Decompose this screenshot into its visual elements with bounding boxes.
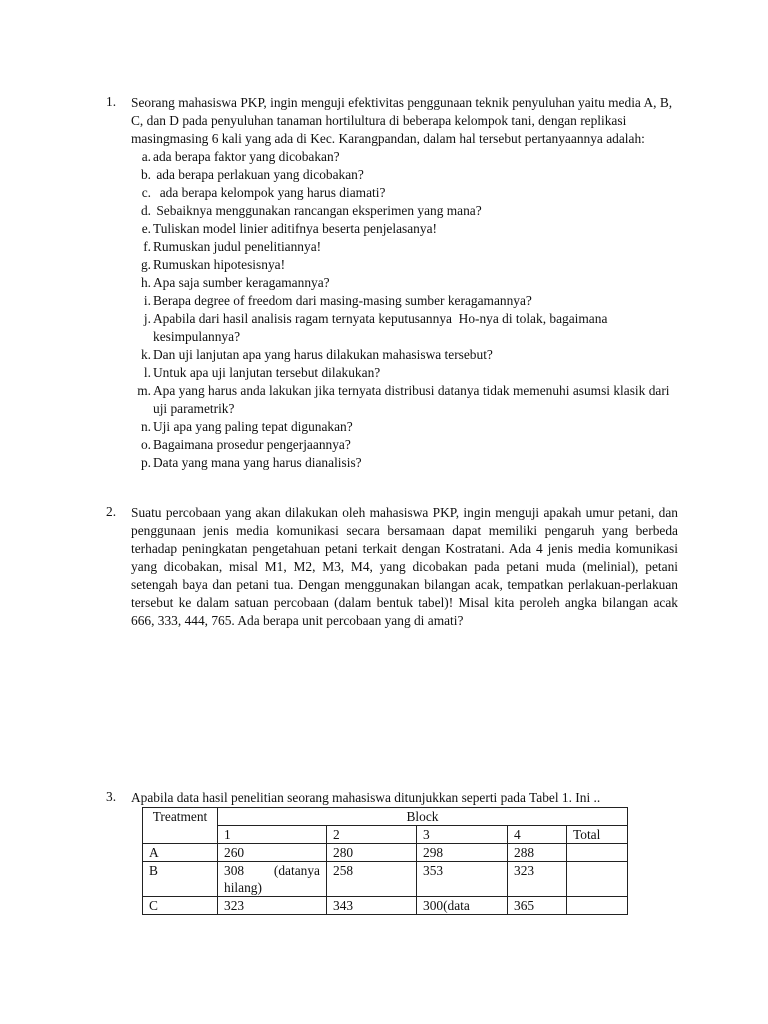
question-1-item: [131, 166, 678, 184]
table-col-3: 3: [417, 826, 508, 844]
item-label: m.: [137, 383, 151, 398]
item-label: a.: [141, 149, 151, 164]
table-cell: 343: [327, 897, 417, 915]
item-text: Apa yang harus anda lakukan jika ternyata distribusi datanya tidak memenuhi asumsi klasik dari uji parametrik?: [153, 383, 673, 416]
question-3: [106, 789, 678, 807]
item-label: k.: [140, 347, 151, 362]
item-label: o.: [140, 437, 151, 452]
table-col-4: 4: [508, 826, 567, 844]
question-1-item: [131, 220, 678, 238]
question-1-item: [131, 382, 678, 418]
item-label: b.: [140, 167, 151, 182]
item-text: Dan uji lanjutan apa yang harus dilakukan mahasiswa tersebut?: [153, 347, 493, 362]
item-text: Bagaimana prosedur pengerjaannya?: [153, 437, 351, 452]
table-cell: 258: [327, 862, 417, 897]
item-text: Sebaiknya menggunakan rancangan eksperimen yang mana?: [153, 203, 482, 218]
table-header-treatment: Treatment: [143, 808, 218, 844]
item-label: d.: [140, 203, 151, 218]
question-1-item: [131, 148, 678, 166]
item-text: ada berapa kelompok yang harus diamati?: [153, 185, 386, 200]
item-label: n.: [140, 419, 151, 434]
item-text: Apabila dari hasil analisis ragam ternyata keputusannya Ho-nya di tolak, bagaimana kesimpulannya?: [153, 311, 611, 344]
table-cell: 300(data: [417, 897, 508, 915]
table-row: [143, 897, 628, 915]
question-1-item: [131, 292, 678, 310]
table-cell: 298: [417, 844, 508, 862]
table-col-2: 2: [327, 826, 417, 844]
question-1-item: [131, 364, 678, 382]
table-cell-treatment: B: [143, 862, 218, 897]
question-1-item: [131, 418, 678, 436]
table-cell: 323: [508, 862, 567, 897]
table-row: [143, 862, 628, 897]
item-text: Berapa degree of freedom dari masing-masing sumber keragamannya?: [153, 293, 532, 308]
question-2-text: Suatu percobaan yang akan dilakukan oleh mahasiswa PKP, ingin menguji apakah umur petani, dan penggunaan jenis media komunikasi secara bersamaan dapat memiliki pengaruh yang berbeda terhadap peningkatan pengetahuan petani terkait dengan Kostratani. Ada 4 jenis media komunikasi yang dicobakan, misal M1, M2, M3, M4, yang dicobakan pada petani muda (melinial), petani setengah baya dan petani tua. Dengan menggunakan bilangan acak, tempatkan perlakuan-perlakuan tersebut ke dalam satuan percobaan (dalam bentuk tabel)! Misal kita peroleh angka bilangan acak 666, 333, 444, 765. Ada berapa unit percobaan yang di amati?: [131, 505, 678, 628]
item-text: Apa saja sumber keragamannya?: [153, 275, 330, 290]
table-cell: 353: [417, 862, 508, 897]
question-1-item: [131, 184, 678, 202]
question-number: 3.: [106, 789, 117, 804]
question-1-item: [131, 202, 678, 220]
table-cell: [567, 897, 628, 915]
question-1-item: [131, 310, 678, 346]
table-cell: 365: [508, 897, 567, 915]
question-1: [106, 94, 678, 472]
item-text: Data yang mana yang harus dianalisis?: [153, 455, 362, 470]
table-cell: 280: [327, 844, 417, 862]
table-cell: 260: [218, 844, 327, 862]
data-table: [142, 807, 628, 915]
item-label: j.: [143, 311, 151, 326]
question-1-intro: Seorang mahasiswa PKP, ingin menguji efektivitas penggunaan teknik penyuluhan yaitu media A, B, C, dan D pada penyuluhan tanaman hortilultura di beberapa kelompok tani, dengan replikasi masingmasing 6 kali yang ada di Kec. Karangpandan, dalam hal tersebut pertanyaannya adalah:: [131, 95, 673, 146]
item-text: ada berapa perlakuan yang dicobakan?: [153, 167, 364, 182]
item-text: Untuk apa uji lanjutan tersebut dilakukan?: [153, 365, 381, 380]
item-label: h.: [140, 275, 151, 290]
item-label: g.: [140, 257, 151, 272]
item-text: Rumuskan hipotesisnya!: [153, 257, 286, 272]
question-1-subitems: [131, 148, 678, 472]
question-2: [106, 504, 678, 630]
question-3-text: Apabila data hasil penelitian seorang mahasiswa ditunjukkan seperti pada Tabel 1. Ini ..: [131, 790, 601, 805]
question-1-item: [131, 454, 678, 472]
table-header-row: [143, 808, 628, 826]
item-label: l.: [143, 365, 151, 380]
question-1-item: [131, 238, 678, 256]
question-number: 1.: [106, 94, 117, 109]
item-label: c.: [141, 185, 151, 200]
table-row: [143, 844, 628, 862]
table-cell-treatment: C: [143, 897, 218, 915]
table-cell: 323: [218, 897, 327, 915]
item-label: e.: [141, 221, 151, 236]
table-cell: 288: [508, 844, 567, 862]
table-cell: 308 (datanya hilang): [218, 862, 327, 897]
item-text: Rumuskan judul penelitiannya!: [153, 239, 322, 254]
question-1-item: [131, 436, 678, 454]
table-cell: [567, 844, 628, 862]
table-cell-treatment: A: [143, 844, 218, 862]
item-text: Uji apa yang paling tepat digunakan?: [153, 419, 353, 434]
question-number: 2.: [106, 504, 117, 519]
item-label: p.: [140, 455, 151, 470]
item-text: ada berapa faktor yang dicobakan?: [153, 149, 340, 164]
item-label: f.: [143, 239, 151, 254]
item-label: i.: [143, 293, 151, 308]
table-header-block: Block: [218, 808, 628, 826]
item-text: Tuliskan model linier aditifnya beserta penjelasanya!: [153, 221, 437, 236]
table-col-total: Total: [567, 826, 628, 844]
table-col-1: 1: [218, 826, 327, 844]
question-1-item: [131, 274, 678, 292]
question-1-item: [131, 256, 678, 274]
question-1-item: [131, 346, 678, 364]
table-cell: [567, 862, 628, 897]
